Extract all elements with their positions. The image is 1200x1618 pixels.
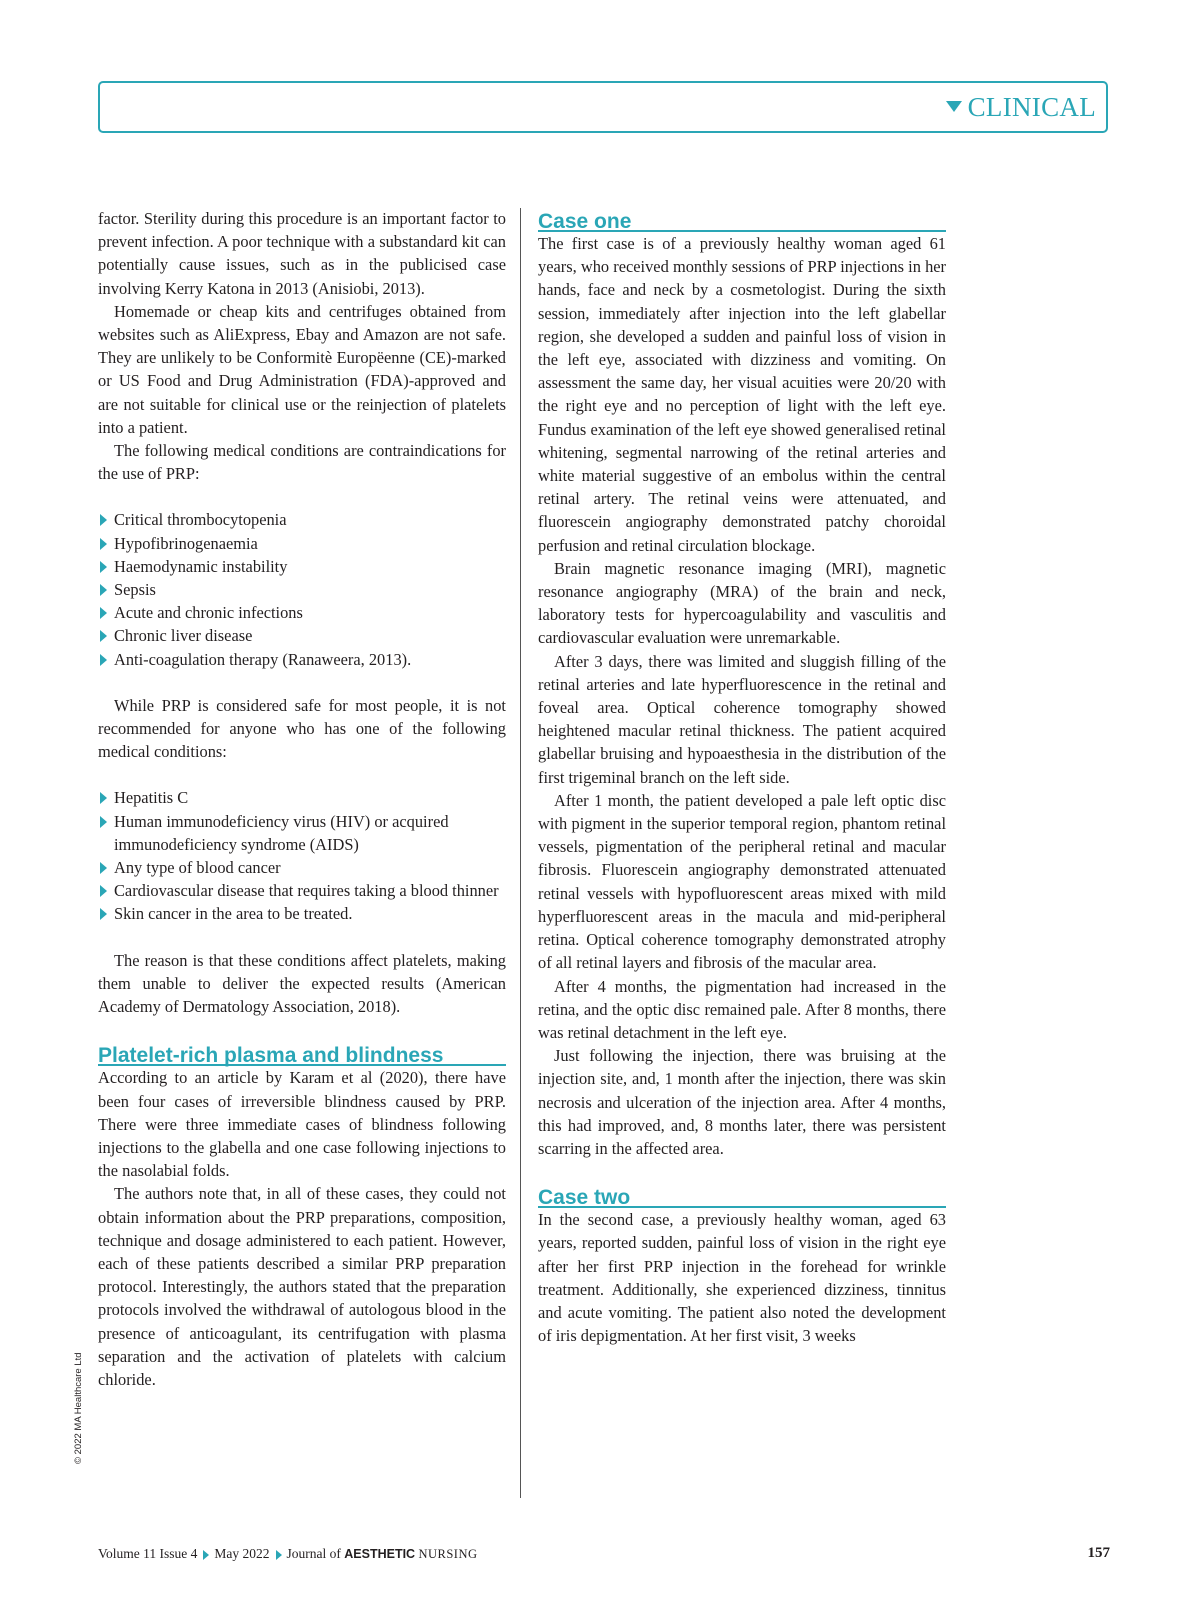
left-column — [98, 207, 506, 1391]
paragraph: The authors note that, in all of these cases, they could not obtain information about the PRP preparations, composition, technique and dosage administered to each patient. However, each of these patients described a similar PRP preparation protocol. Interestingly, the authors stated that the preparation protocols involved the withdrawal of autologous blood in the presence of anticoagulant, its centrifugation with plasma separation and the activation of platelets with calcium chloride. — [98, 1184, 506, 1389]
list-item: Anti-coagulation therapy (Ranaweera, 2013). — [98, 648, 506, 671]
footer — [98, 1546, 478, 1562]
section-tag — [946, 92, 1096, 122]
copyright-notice: © 2022 MA Healthcare Ltd — [73, 1352, 84, 1464]
bullet-triangle-icon — [100, 792, 107, 804]
list-item: Sepsis — [98, 578, 506, 601]
bullet-triangle-icon — [100, 514, 107, 526]
list-item: Haemodynamic instability — [98, 555, 506, 578]
list-item: Any type of blood cancer — [98, 856, 506, 879]
right-column — [538, 207, 946, 1347]
section-label: CLINICAL — [967, 92, 1096, 122]
list-item: Acute and chronic infections — [98, 601, 506, 624]
paragraph: Brain magnetic resonance imaging (MRI), magnetic resonance angiography (MRA) of the brain and neck, laboratory tests for hypercoagulability and vasculitis and cardiovascular evaluation were unremarkable. — [538, 558, 946, 648]
page-number: 157 — [1087, 1545, 1110, 1561]
list-item: Skin cancer in the area to be treated. — [98, 902, 506, 925]
footer-date: May 2022 — [214, 1546, 270, 1561]
bullet-triangle-icon — [100, 654, 107, 666]
list-item: Cardiovascular disease that requires taking a blood thinner — [98, 879, 506, 902]
footer-volume: Volume 11 Issue 4 — [98, 1546, 198, 1561]
list-item: Hypofibrinogenaemia — [98, 532, 506, 555]
list-item: Critical thrombocytopenia — [98, 508, 506, 531]
paragraph: After 1 month, the patient developed a pale left optic disc with pigment in the superior temporal region, phantom retinal vessels, pigmentation of the peripheral retinal and macular fibrosis. Fluorescein angiography demonstrated attenuated retinal vessels with hypofluorescent areas mixed with mild hyperfluorescent areas in the macula and mid-peripheral retina. Optical coherence tomography demonstrated atrophy of all retinal layers and fibrosis of the macular area. — [538, 790, 946, 973]
column-divider — [520, 208, 521, 1498]
paragraph: factor. Sterility during this procedure is an important factor to prevent infection. A poor technique with a substandard kit can potentially cause issues, such as in the publicised case involving Kerry Katona in 2013 (Anisiobi, 2013). — [98, 209, 506, 298]
bullet-triangle-icon — [100, 816, 107, 828]
contraindications-list — [98, 508, 506, 670]
paragraph: According to an article by Karam et al (2020), there have been four cases of irreversible blindness caused by PRP. There were three immediate cases of blindness following injections to the glabella and one case following injections to the nasolabial folds. — [98, 1068, 506, 1181]
section-heading: Platelet-rich plasma and blindness — [98, 1041, 506, 1066]
bullet-triangle-icon — [100, 885, 107, 897]
paragraph: Just following the injection, there was bruising at the injection site, and, 1 month after the injection, there was skin necrosis and ulceration of the injection area. After 4 months, this had improved, and, 8 months later, there was persistent scarring in the affected area. — [538, 1046, 946, 1158]
bullet-triangle-icon — [100, 862, 107, 874]
section-heading: Case two — [538, 1183, 946, 1208]
list-item: Chronic liver disease — [98, 624, 506, 647]
section-heading: Case one — [538, 207, 946, 232]
footer-triangle-icon — [276, 1550, 282, 1560]
paragraph: The following medical conditions are contraindications for the use of PRP: — [98, 441, 506, 484]
paragraph: Homemade or cheap kits and centrifuges obtained from websites such as AliExpress, Ebay and Amazon are not safe. They are unlikely to be Conformitè Europëenne (CE)-marked or US Food and Drug Administration (FDA)-approved and are not suitable for clinical use or the reinjection of platelets into a patient. — [98, 301, 506, 437]
paragraph: While PRP is considered safe for most people, it is not recommended for anyone who has one of the following medical conditions: — [98, 695, 506, 762]
triangle-down-icon — [946, 101, 962, 112]
paragraph: The first case is of a previously healthy woman aged 61 years, who received monthly sessions of PRP injections in her hands, face and neck by a cosmetologist. During the sixth session, immediately after injection into the left glabellar region, she developed a sudden and painful loss of vision in the left eye, associated with dizziness and vomiting. On assessment the same day, her visual acuities were 20/20 with the right eye and no perception of light with the left eye. Fundus examination of the left eye showed generalised retinal whitening, segmental narrowing of the retinal arteries and white material suggestive of an embolus within the central retinal artery. The retinal veins were attenuated, and fluorescein angiography demonstrated patchy choroidal perfusion and retinal circulation blockage. — [538, 234, 946, 555]
paragraph: In the second case, a previously healthy woman, aged 63 years, reported sudden, painful loss of vision in the right eye after her first PRP injection in the forehead for wrinkle treatment. Additionally, she experienced dizziness, tinnitus and acute vomiting. The patient also noted the development of iris depigmentation. At her first visit, 3 weeks — [538, 1210, 946, 1346]
conditions-list — [98, 786, 506, 925]
bullet-triangle-icon — [100, 607, 107, 619]
bullet-triangle-icon — [100, 538, 107, 550]
bullet-triangle-icon — [100, 908, 107, 920]
footer-journal-prefix: Journal of — [286, 1546, 341, 1561]
footer-journal-suffix: NURSING — [418, 1547, 478, 1561]
paragraph: The reason is that these conditions affect platelets, making them unable to deliver the expected results (American Academy of Dermatology Association, 2018). — [98, 950, 506, 1017]
bullet-triangle-icon — [100, 584, 107, 596]
paragraph: After 3 days, there was limited and sluggish filling of the retinal arteries and late hyperfluorescence in the retinal and foveal area. Optical coherence tomography showed heightened macular retinal thickness. The patient acquired glabellar bruising and hypoaesthesia in the distribution of the first trigeminal branch on the left side. — [538, 651, 946, 787]
paragraph: After 4 months, the pigmentation had increased in the retina, and the optic disc remained pale. After 8 months, there was retinal detachment in the left eye. — [538, 976, 946, 1042]
bullet-triangle-icon — [100, 630, 107, 642]
footer-triangle-icon — [203, 1550, 209, 1560]
bullet-triangle-icon — [100, 561, 107, 573]
footer-journal-bold: AESTHETIC — [344, 1547, 416, 1561]
header-box — [98, 81, 1108, 133]
list-item: Hepatitis C — [98, 786, 506, 809]
list-item: Human immunodeficiency virus (HIV) or acquired immunodeficiency syndrome (AIDS) — [98, 810, 506, 856]
